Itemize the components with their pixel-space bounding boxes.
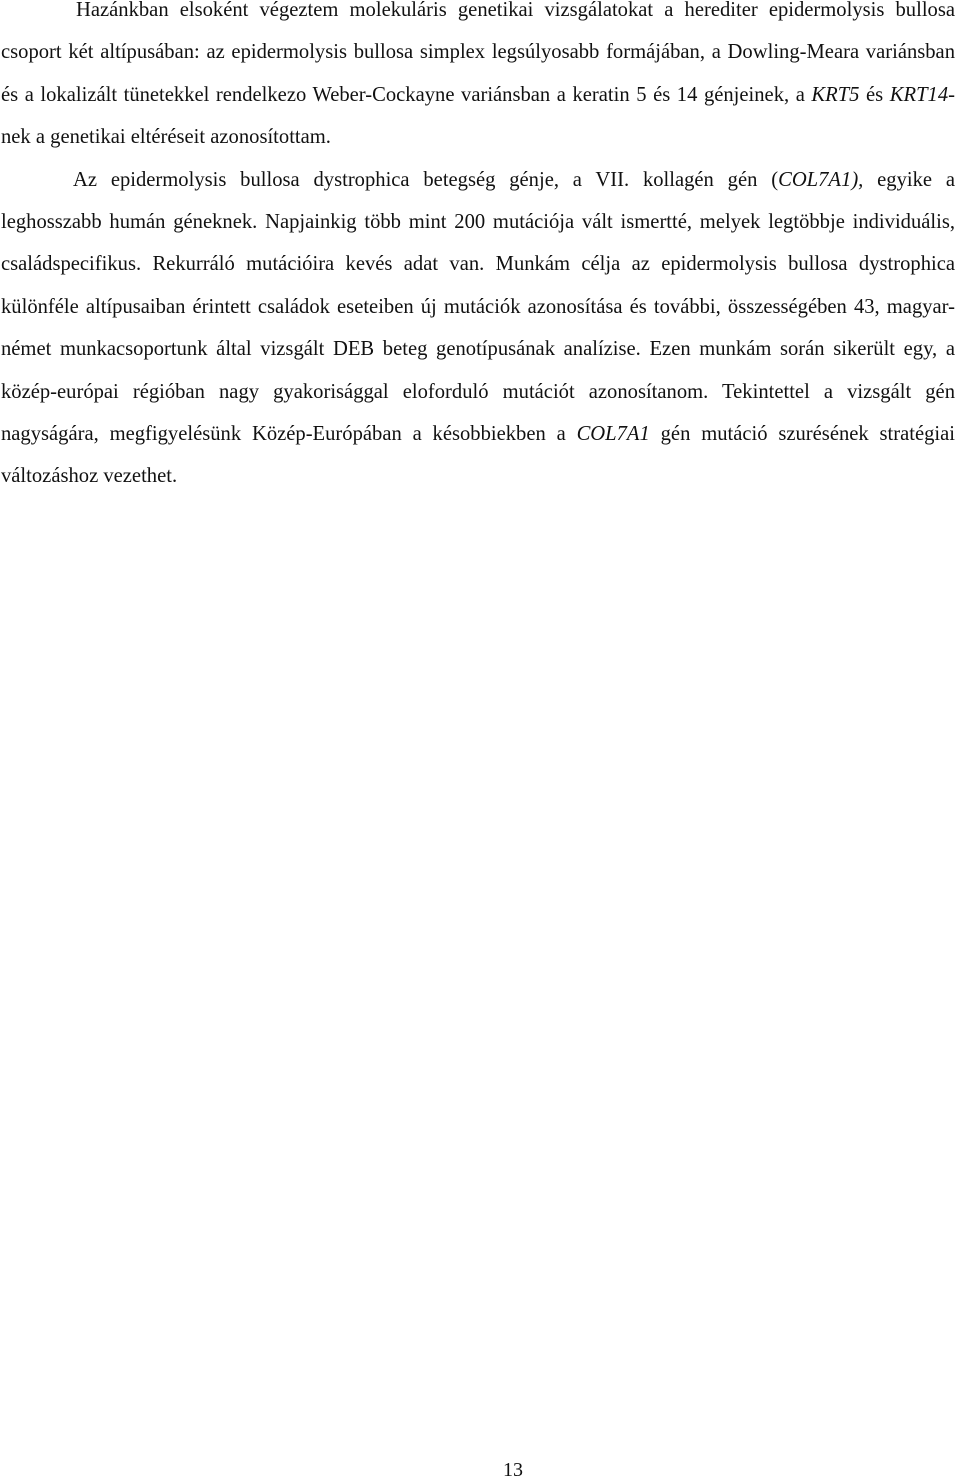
- paragraph-1-segment-1: Hazánkban elsoként végeztem molekuláris genetikai vizsgálatokat a herediter epidermolysis bullosa csoport két altípusában: az epidermolysis bullosa simplex legsúlyosabb formájában, a Dowling-Meara variánsban és a lokalizált tünetekkel rendelkezo Weber-Cockayne variánsban a keratin 5 és 14 génjeinek, a: [1, 0, 955, 106]
- paragraph-2-segment-1: Az epidermolysis bullosa dystrophica betegség génje, a VII. kollagén gén (: [73, 168, 779, 191]
- paragraph-1-segment-5: -nek a genetikai eltéréseit azonosítottam.: [1, 83, 955, 149]
- gene-name-col7a1: COL7A1),: [778, 168, 864, 191]
- paragraph-2-segment-5: gén mutáció szurésének stratégiai változáshoz vezethet.: [1, 423, 955, 488]
- paragraph-2: [1, 159, 955, 498]
- page-number: 13: [503, 1459, 523, 1481]
- body-text: [1, 0, 955, 498]
- gene-name-krt5: KRT5: [811, 83, 860, 106]
- gene-name-krt14: KRT14: [889, 83, 949, 106]
- paragraph-1-segment-3: és: [859, 83, 890, 106]
- paragraph-2-segment-3: egyike a leghosszabb humán géneknek. Napjainkig több mint 200 mutációja vált ismertté, melyek legtöbbje individuális, családspecifikus. Rekurráló mutációira kevés adat van. Munkám célja az epidermolysis bullosa dystrophica különféle altípusaiban érintett családok eseteiben új mutációk azonosítása és további, összességében 43, magyar-német munkacsoportunk által vizsgált DEB beteg genotípusának analízise. Ezen munkám során sikerült egy, a közép-európai régióban nagy gyakorisággal eloforduló mutációt azonosítanom. Tekintettel a vizsgált gén nagyságára, megfigyelésünk Közép-Európában a késobbiekben a: [1, 168, 955, 446]
- gene-name-col7a1-second: COL7A1: [576, 423, 650, 446]
- paragraph-1: [1, 0, 955, 159]
